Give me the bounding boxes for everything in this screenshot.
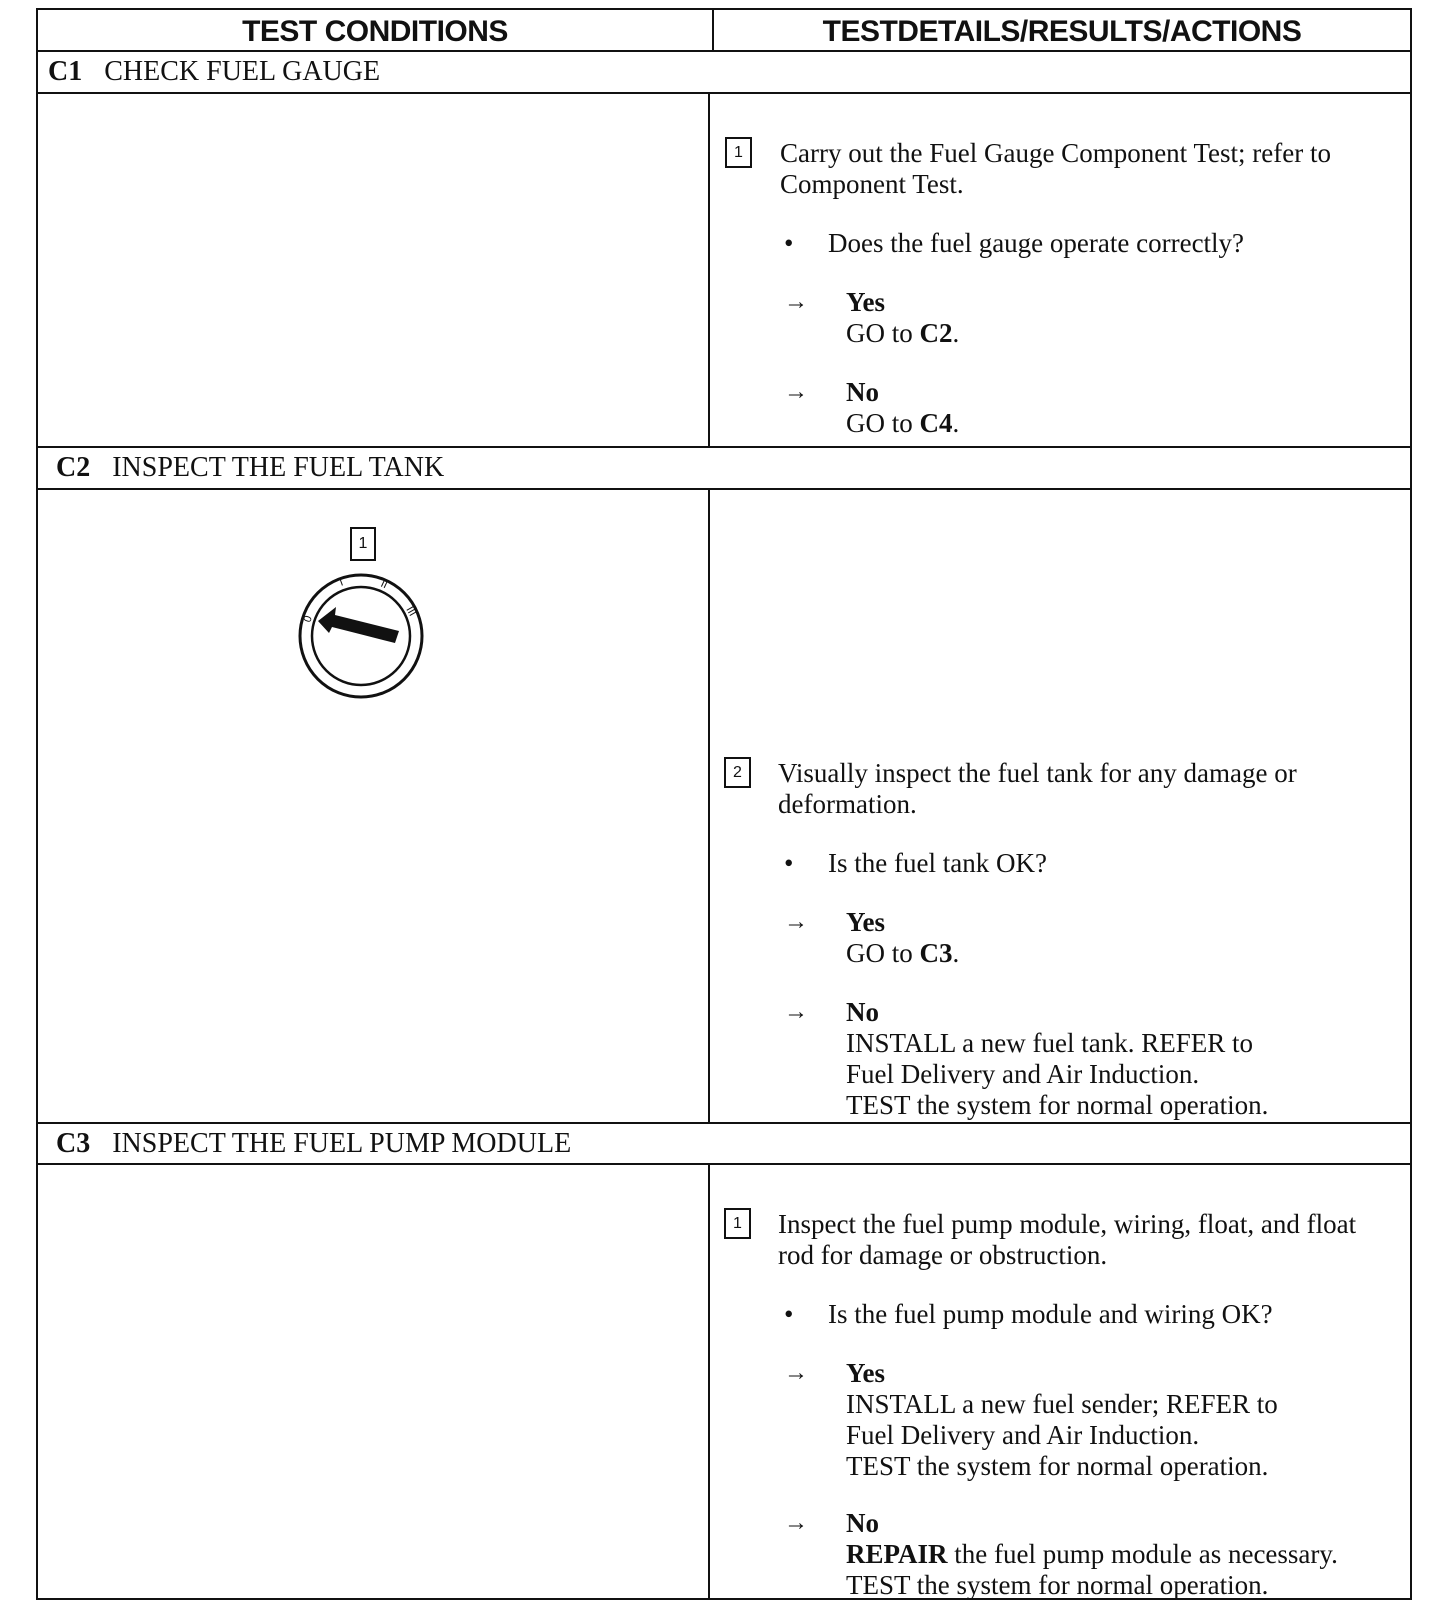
c3-title: INSPECT THE FUEL PUMP MODULE (112, 1128, 572, 1159)
c3-no-line1-rest: the fuel pump module as necessary. (947, 1539, 1338, 1569)
c1-no-target: C4 (919, 408, 953, 438)
c2-divider (708, 488, 710, 1124)
c3-code: C3 (56, 1128, 91, 1159)
c2-no-line1: INSTALL a new fuel tank. REFER to (846, 1028, 1254, 1058)
c2-step-text: Visually inspect the fuel tank for any damage or deformation. (778, 758, 1297, 819)
c1-yes-answer: Yes GO to C2. (846, 287, 960, 348)
table-top-border (36, 8, 1412, 10)
c2-question: Is the fuel tank OK? (828, 848, 1047, 878)
c2-no-line3: TEST the system for normal operation. (846, 1090, 1269, 1120)
ignition-switch-icon (296, 571, 426, 701)
c3-yes-line2: Fuel Delivery and Air Induction. (846, 1420, 1200, 1450)
c3-step-text: Inspect the fuel pump module, wiring, float, and float rod for damage or obstruction. (778, 1209, 1357, 1270)
c1-title-row (48, 54, 380, 90)
c1-title: CHECK FUEL GAUGE (104, 56, 381, 87)
c1-code: C1 (48, 56, 83, 87)
c2-no-answer (846, 997, 1268, 1121)
c3-question-bullet: • (784, 1299, 794, 1329)
c1-divider (708, 92, 710, 448)
ignition-pos-iii: III (403, 604, 419, 619)
c3-divider (708, 1163, 710, 1600)
c2-yes-arrow-icon: → (784, 909, 808, 935)
c3-yes-answer (846, 1358, 1278, 1482)
c3-title-row (56, 1126, 571, 1162)
c1-no-label: No (846, 377, 879, 407)
c3-title-top-border (36, 1122, 1412, 1124)
c2-yes-label: Yes (846, 907, 885, 937)
c2-title-top-border (36, 446, 1412, 448)
c3-no-arrow-icon: → (784, 1510, 808, 1536)
c1-no-prefix: GO to (846, 408, 920, 438)
c2-figure-step-box: 1 (350, 527, 376, 561)
c2-step-number-box: 2 (724, 757, 751, 788)
c2-no-line2: Fuel Delivery and Air Induction. (846, 1059, 1200, 1089)
c1-step-number-box: 1 (725, 137, 752, 168)
c2-title: INSPECT THE FUEL TANK (112, 452, 445, 483)
ignition-pos-0: 0 (301, 614, 315, 625)
c3-step-number-box: 1 (724, 1208, 751, 1239)
c2-code: C2 (56, 452, 91, 483)
header-test-conditions: TEST CONDITIONS (242, 15, 508, 48)
c3-yes-label: Yes (846, 1358, 885, 1388)
c2-yes-target: C3 (919, 938, 953, 968)
c1-question: Does the fuel gauge operate correctly? (828, 228, 1245, 258)
c3-yes-line1: INSTALL a new fuel sender; REFER to (846, 1389, 1278, 1419)
table-right-border (1410, 8, 1412, 1600)
c1-yes-target: C2 (919, 318, 953, 348)
c2-yes-answer: Yes GO to C3. (846, 907, 960, 968)
ignition-pos-i: I (337, 576, 345, 589)
header-test-details: TESTDETAILS/RESULTS/ACTIONS (822, 15, 1302, 48)
ignition-pos-ii: II (378, 577, 390, 592)
c3-title-bottom-border (36, 1163, 1412, 1165)
c2-no-label: No (846, 997, 879, 1027)
c3-question: Is the fuel pump module and wiring OK? (828, 1299, 1273, 1329)
c1-question-bullet: • (784, 228, 794, 258)
c1-yes-prefix: GO to (846, 318, 920, 348)
c2-title-row (56, 450, 444, 486)
c2-title-bottom-border (36, 488, 1412, 490)
c3-no-line2: TEST the system for normal operation. (846, 1570, 1269, 1600)
c3-no-line1-bold: REPAIR (846, 1539, 948, 1569)
c3-yes-arrow-icon: → (784, 1360, 808, 1386)
c1-title-bottom-border (36, 92, 1412, 94)
c2-no-arrow-icon: → (784, 999, 808, 1025)
c1-no-arrow-icon: → (784, 379, 808, 405)
c2-yes-prefix: GO to (846, 938, 920, 968)
c3-no-answer (846, 1508, 1338, 1601)
c1-yes-label: Yes (846, 287, 885, 317)
c1-no-answer: No GO to C4. (846, 377, 960, 438)
c1-step-text: Carry out the Fuel Gauge Component Test; refer to Component Test. (780, 138, 1331, 199)
c3-yes-line3: TEST the system for normal operation. (846, 1451, 1269, 1481)
table-left-border (36, 8, 38, 1600)
c1-yes-arrow-icon: → (784, 289, 808, 315)
c2-question-bullet: • (784, 848, 794, 878)
c3-no-label: No (846, 1508, 879, 1538)
